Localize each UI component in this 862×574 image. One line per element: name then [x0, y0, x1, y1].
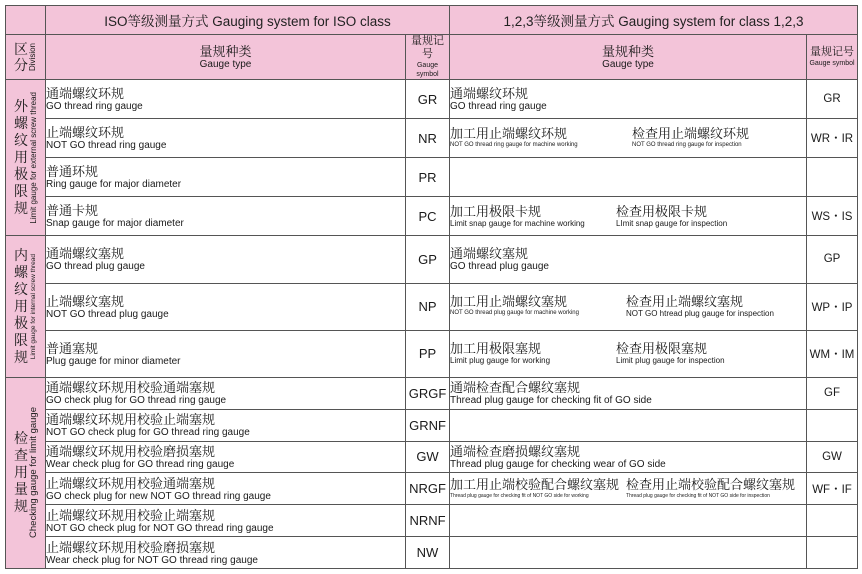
class-gauge-symbol: WS・IS: [807, 197, 858, 236]
gauge-table: [5, 5, 858, 569]
class-gauge-name: 通端螺纹塞规 GO thread plug gauge: [450, 236, 807, 283]
iso-gauge-name: 止端螺纹环规用校验磨损塞规 Wear check plug for NOT GO thread ring gauge: [46, 537, 406, 569]
iso-gauge-symbol: NW: [406, 537, 450, 569]
iso-gauge-name: 普通环规 Ring gauge for major diameter: [46, 158, 406, 197]
class-gauge-name-empty: [450, 505, 807, 537]
class-gauge-symbol: WM・IM: [807, 330, 858, 377]
iso-gauge-symbol: GR: [406, 80, 450, 119]
table-row: [6, 505, 858, 537]
table-row: [6, 377, 858, 409]
class-type-header: [450, 35, 807, 80]
class-gauge-symbol: GW: [807, 441, 858, 473]
class-gauge-name: 加工用止端校验配合螺纹塞规 Thread plug gauge for checking fit of NOT GO side for working 检查用止端校验配合螺纹塞规 Thread plug gauge for checking fit of NOT GO side for inspection: [450, 473, 807, 505]
iso-gauge-name: 止端螺纹环规用校验止端塞规 NOT GO check plug for NOT GO thread ring gauge: [46, 505, 406, 537]
class-gauge-name-empty: [450, 409, 807, 441]
group-checking-label: 检查用量规: [14, 430, 28, 515]
class-gauge-symbol: WP・IP: [807, 283, 858, 330]
iso-gauge-symbol: NRNF: [406, 505, 450, 537]
group-internal-label-en: Limit gauge for internal screw thread: [29, 254, 37, 360]
group-internal: [6, 236, 46, 378]
table-row: [6, 473, 858, 505]
class-gauge-symbol-empty: [807, 409, 858, 441]
table-row: [6, 158, 858, 197]
table-row: [6, 119, 858, 158]
table-row: [6, 197, 858, 236]
class-system-header: 1,2,3等级测量方式 Gauging system for class 1,2,3: [450, 6, 858, 35]
iso-gauge-symbol: GRNF: [406, 409, 450, 441]
iso-type-header: [46, 35, 406, 80]
class-gauge-symbol: GF: [807, 377, 858, 409]
type-label: 量规种类: [199, 43, 252, 59]
iso-gauge-symbol: GRGF: [406, 377, 450, 409]
class-gauge-symbol-empty: [807, 537, 858, 569]
iso-gauge-symbol: PR: [406, 158, 450, 197]
corner-cell: [6, 6, 46, 35]
symbol-label-en: Gauge symbol: [809, 60, 855, 67]
class-gauge-symbol: GP: [807, 236, 858, 283]
division-label: 区分: [14, 41, 28, 73]
group-internal-label: 内螺纹用极限规: [14, 247, 28, 366]
iso-gauge-symbol: GP: [406, 236, 450, 283]
class-gauge-symbol-empty: [807, 505, 858, 537]
group-external-label-en: Limit gauge for external screw thread: [28, 91, 38, 224]
iso-gauge-symbol: NP: [406, 283, 450, 330]
iso-gauge-symbol: PP: [406, 330, 450, 377]
group-external-label: 外螺纹用极限规: [14, 98, 28, 217]
group-checking-label-en: Checking gauge for limit gauge: [27, 407, 39, 539]
iso-symbol-header: [406, 35, 450, 80]
class-gauge-name: 通端检查磨损螺纹塞规 Thread plug gauge for checking wear of GO side: [450, 441, 807, 473]
class-gauge-name: 通端检查配合螺纹塞规 Thread plug gauge for checking fit of GO side: [450, 377, 807, 409]
class-gauge-name: 通端螺纹环规 GO thread ring gauge: [450, 80, 807, 119]
class-gauge-name-empty: [450, 537, 807, 569]
class-gauge-symbol-empty: [807, 158, 858, 197]
symbol-label: 量规记号: [810, 46, 855, 58]
division-label-en: Division: [28, 42, 37, 71]
table-row: [6, 236, 858, 283]
class-symbol-header: [807, 35, 858, 80]
iso-gauge-name: 普通卡规 Snap gauge for major diameter: [46, 197, 406, 236]
iso-gauge-name: 止端螺纹环规用校验通端塞规 GO check plug for new NOT GO thread ring gauge: [46, 473, 406, 505]
table-row: [6, 409, 858, 441]
class-gauge-name: 加工用止端螺纹环规 NOT GO thread ring gauge for machine working 检查用止端螺纹环规 NOT GO thread ring gauge for inspection: [450, 119, 807, 158]
iso-gauge-symbol: GW: [406, 441, 450, 473]
class-gauge-name: 加工用止端螺纹塞规 NOT GO thread plug gauge for machine working 检查用止端螺纹塞规 NOT GO htread plug gauge for inspection: [450, 283, 807, 330]
type-label-en: Gauge type: [199, 58, 252, 70]
division-header: [6, 35, 46, 80]
iso-gauge-name: 通端螺纹环规用校验通端塞规 GO check plug for GO thread ring gauge: [46, 377, 406, 409]
class-gauge-name-empty: [450, 158, 807, 197]
table-row: [6, 80, 858, 119]
iso-gauge-symbol: NR: [406, 119, 450, 158]
iso-gauge-symbol: NRGF: [406, 473, 450, 505]
symbol-label: 量规记号: [411, 35, 444, 60]
iso-gauge-name: 通端螺纹环规用校验止端塞规 NOT GO check plug for GO thread ring gauge: [46, 409, 406, 441]
type-label: 量规种类: [602, 43, 655, 59]
class-gauge-symbol: GR: [807, 80, 858, 119]
class-gauge-name: 加工用极限卡规 Limit snap gauge for machine working 检查用极限卡规 LImit snap gauge for inspection: [450, 197, 807, 236]
group-checking: [6, 377, 46, 568]
table-row: [6, 441, 858, 473]
class-gauge-name: 加工用极限塞规 Limit plug gauge for working 检查用极限塞规 Limit plug gauge for inspection: [450, 330, 807, 377]
iso-gauge-name: 止端螺纹环规 NOT GO thread ring gauge: [46, 119, 406, 158]
iso-gauge-name: 普通塞规 Plug gauge for minor diameter: [46, 330, 406, 377]
iso-system-header: ISO等级测量方式 Gauging system for ISO class: [46, 6, 450, 35]
table-row: [6, 283, 858, 330]
class-gauge-symbol: WF・IF: [807, 473, 858, 505]
table-row: [6, 330, 858, 377]
iso-gauge-name: 止端螺纹塞规 NOT GO thread plug gauge: [46, 283, 406, 330]
type-label-en: Gauge type: [602, 58, 654, 70]
table-row: [6, 537, 858, 569]
iso-gauge-symbol: PC: [406, 197, 450, 236]
symbol-label-en: Gauge symbol: [416, 62, 439, 78]
iso-gauge-name: 通端螺纹环规用校验磨损塞规 Wear check plug for GO thread ring gauge: [46, 441, 406, 473]
group-external: [6, 80, 46, 236]
iso-gauge-name: 通端螺纹塞规 GO thread plug gauge: [46, 236, 406, 283]
class-gauge-symbol: WR・IR: [807, 119, 858, 158]
iso-gauge-name: 通端螺纹环规 GO thread ring gauge: [46, 80, 406, 119]
